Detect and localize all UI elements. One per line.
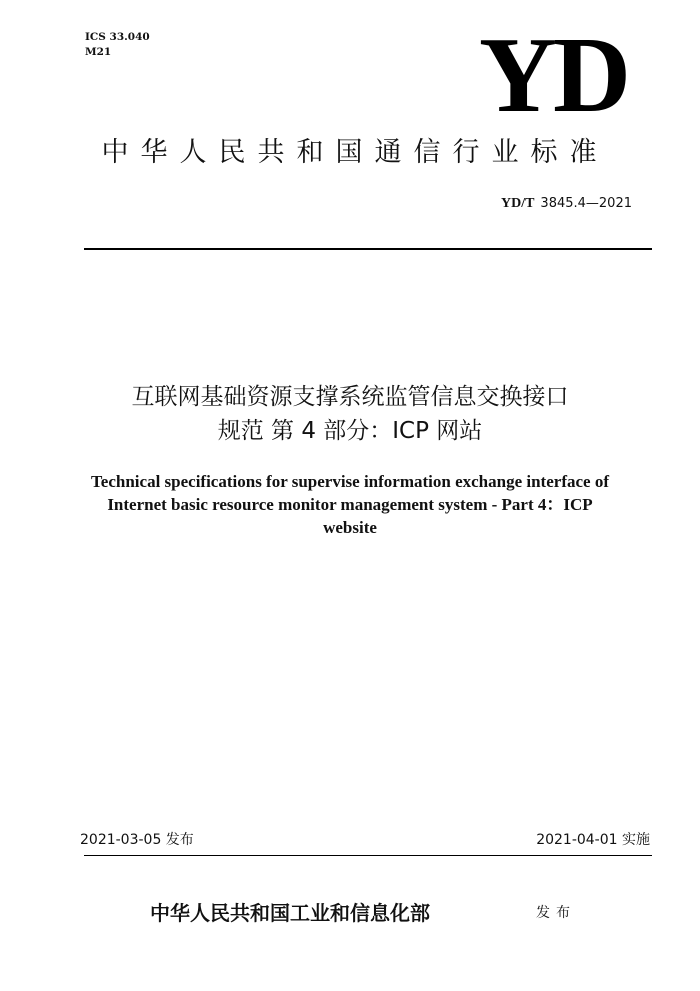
issue-label: 发布: [536, 905, 576, 921]
title-en-line-1: Technical specifications for supervise information exchange interface of: [91, 472, 609, 491]
bottom-divider: [84, 855, 652, 856]
standard-prefix: YD/T: [500, 196, 535, 211]
title-en-line-2: Internet basic resource monitor management system - Part 4：ICP: [107, 495, 593, 514]
yd-logo: YD: [479, 16, 627, 135]
standard-code: [501, 195, 632, 213]
title-cn-line-1: 互联网基础资源支撑系统监管信息交换接口: [131, 384, 569, 410]
top-divider: [84, 248, 652, 250]
issuing-authority: 中华人民共和国工业和信息化部: [150, 901, 430, 925]
title-en-line-3: website: [323, 518, 377, 537]
title-cn-line-2: 规范 第 4 部分：ICP 网站: [217, 418, 483, 444]
standard-number: 3845.4—2021: [540, 196, 632, 211]
publish-date: 2021-03-05 发布: [80, 832, 194, 848]
industry-standard-title: 中华人民共和国通信行业标准: [101, 137, 609, 168]
document-title-cn: [0, 380, 700, 448]
ics-code: ICS 33.040: [85, 31, 150, 43]
implement-date: 2021-04-01 实施: [536, 832, 650, 848]
classification-codes: [85, 30, 150, 60]
document-title-en: [60, 470, 640, 539]
category-code: M21: [85, 46, 112, 58]
